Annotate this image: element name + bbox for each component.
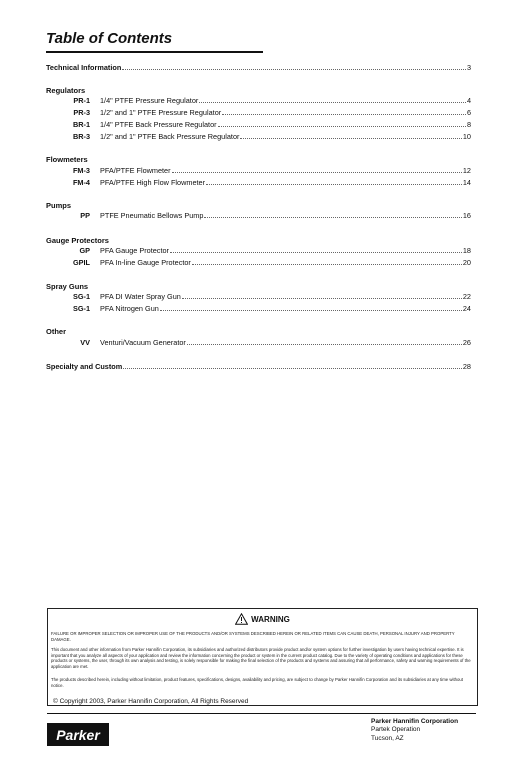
toc-entry[interactable] bbox=[60, 302, 471, 313]
warning-heading bbox=[48, 613, 477, 627]
dot-leader bbox=[204, 217, 461, 218]
dot-leader bbox=[187, 344, 462, 345]
dot-leader bbox=[172, 172, 462, 173]
toc-page: 20 bbox=[462, 258, 471, 267]
title-underline bbox=[46, 51, 263, 53]
warning-box bbox=[47, 608, 478, 706]
toc-entry[interactable] bbox=[60, 244, 471, 255]
toc-entry[interactable] bbox=[60, 94, 471, 105]
toc-page: 10 bbox=[462, 132, 471, 141]
toc-label: PTFE Pneumatic Bellows Pump bbox=[100, 211, 204, 220]
address-line: Tucson, AZ bbox=[371, 734, 404, 742]
toc-entry[interactable] bbox=[60, 290, 471, 301]
dot-leader bbox=[123, 368, 462, 369]
dot-leader bbox=[240, 138, 461, 139]
toc-label: Specialty and Custom bbox=[46, 362, 123, 371]
toc-entry[interactable] bbox=[60, 256, 471, 267]
toc-label: PFA DI Water Spray Gun bbox=[100, 292, 181, 301]
toc-code: BR-1 bbox=[72, 120, 90, 129]
dot-leader bbox=[218, 126, 466, 127]
toc-page: 6 bbox=[466, 108, 471, 117]
toc-code: PP bbox=[80, 211, 90, 220]
toc-label: PFA Gauge Protector bbox=[100, 246, 169, 255]
toc-entry[interactable] bbox=[60, 118, 471, 129]
address-line: Parker Hannifin Corporation bbox=[371, 718, 459, 725]
toc-entry[interactable] bbox=[60, 336, 471, 347]
section-heading-pumps: Pumps bbox=[46, 201, 72, 210]
toc-entry[interactable] bbox=[60, 106, 471, 117]
toc-code: VV bbox=[80, 338, 90, 347]
footer-rule bbox=[47, 713, 476, 714]
parker-logo: Parker bbox=[47, 723, 109, 746]
dot-leader bbox=[122, 69, 466, 70]
section-heading-flowmeters: Flowmeters bbox=[46, 155, 88, 164]
toc-entry[interactable] bbox=[60, 130, 471, 141]
toc-code: FM-3 bbox=[72, 166, 90, 175]
toc-page: 18 bbox=[462, 246, 471, 255]
toc-page: 28 bbox=[462, 362, 471, 371]
toc-entry[interactable] bbox=[60, 176, 471, 187]
toc-label: PFA/PTFE Flowmeter bbox=[100, 166, 171, 175]
warning-paragraph: The products described herein, including without limitation, product features, specifications, designs, availability and pricing, are subject to change by Parker Hannifin Corporation and its subsidiaries at any time without notice. bbox=[51, 677, 464, 688]
warning-paragraph: FAILURE OR IMPROPER SELECTION OR IMPROPER USE OF THE PRODUCTS AND/OR SYSTEMS DESCRIBED HEREIN OR RELATED ITEMS CAN CAUSE DEATH, PERSONAL INJURY AND PROPERTY DAMAGE. bbox=[51, 631, 455, 642]
toc-code: FM-4 bbox=[72, 178, 90, 187]
warning-icon bbox=[235, 613, 248, 627]
toc-label: 1/4" PTFE Pressure Regulator bbox=[100, 96, 199, 105]
toc-page: 3 bbox=[466, 63, 471, 72]
toc-label: 1/2" and 1" PTFE Pressure Regulator bbox=[100, 108, 222, 117]
toc-label: 1/2" and 1" PTFE Back Pressure Regulator bbox=[100, 132, 240, 141]
toc-label: PFA In-line Gauge Protector bbox=[100, 258, 191, 267]
toc-page: 26 bbox=[462, 338, 471, 347]
toc-entry[interactable] bbox=[60, 164, 471, 175]
toc-code: BR-3 bbox=[72, 132, 90, 141]
toc-page: 24 bbox=[462, 304, 471, 313]
dot-leader bbox=[160, 310, 462, 311]
dot-leader bbox=[206, 184, 462, 185]
toc-entry[interactable] bbox=[60, 209, 471, 220]
toc-code: PR-3 bbox=[73, 108, 90, 117]
toc-label: Venturi/Vacuum Generator bbox=[100, 338, 186, 347]
page-title: Table of Contents bbox=[46, 30, 173, 47]
company-address bbox=[371, 718, 458, 743]
dot-leader bbox=[192, 264, 462, 265]
toc-code: GPIL bbox=[72, 258, 90, 267]
toc-code: SG-1 bbox=[72, 304, 90, 313]
toc-label: 1/4" PTFE Back Pressure Regulator bbox=[100, 120, 217, 129]
dot-leader bbox=[170, 252, 462, 253]
toc-label: Technical Information bbox=[46, 63, 122, 72]
toc-code: SG-1 bbox=[72, 292, 90, 301]
warning-heading-text: WARNING bbox=[251, 615, 290, 625]
address-line: Partek Operation bbox=[371, 726, 421, 734]
section-heading-other: Other bbox=[46, 327, 67, 336]
toc-page: 16 bbox=[462, 211, 471, 220]
toc-page: 22 bbox=[462, 292, 471, 301]
toc-entry-specialty-custom[interactable] bbox=[46, 360, 471, 371]
toc-code: GP bbox=[79, 246, 90, 255]
warning-paragraph: This document and other information from Parker Hannifin Corporation, its subsidiaries and authorized distributors provide product and/or system options for further investigation by users having technical expertise. It is important that you analyze all aspects of your application and review the information concerning the product or system in the current product catalog. Due to the variety of operating conditions and applications for these products or systems, the user, through its own analysis and testing, is solely responsible for making the final selection of the products and systems and assuring that all performance, safety and warning requirements of the application are met. bbox=[51, 647, 471, 669]
copyright-notice: © Copyright 2003, Parker Hannifin Corporation, All Rights Reserved bbox=[53, 698, 249, 705]
toc-entry-technical-information[interactable] bbox=[46, 61, 471, 72]
toc-code: PR-1 bbox=[73, 96, 90, 105]
toc-page: 8 bbox=[466, 120, 471, 129]
toc-page: 14 bbox=[462, 178, 471, 187]
toc-page: 12 bbox=[462, 166, 471, 175]
section-heading-spray-guns: Spray Guns bbox=[46, 282, 89, 291]
toc-page: 4 bbox=[466, 96, 471, 105]
section-heading-regulators: Regulators bbox=[46, 86, 86, 95]
dot-leader bbox=[199, 102, 466, 103]
section-heading-gauge-protectors: Gauge Protectors bbox=[46, 236, 109, 245]
toc-label: PFA Nitrogen Gun bbox=[100, 304, 159, 313]
dot-leader bbox=[222, 114, 466, 115]
dot-leader bbox=[182, 298, 462, 299]
toc-label: PFA/PTFE High Flow Flowmeter bbox=[100, 178, 206, 187]
